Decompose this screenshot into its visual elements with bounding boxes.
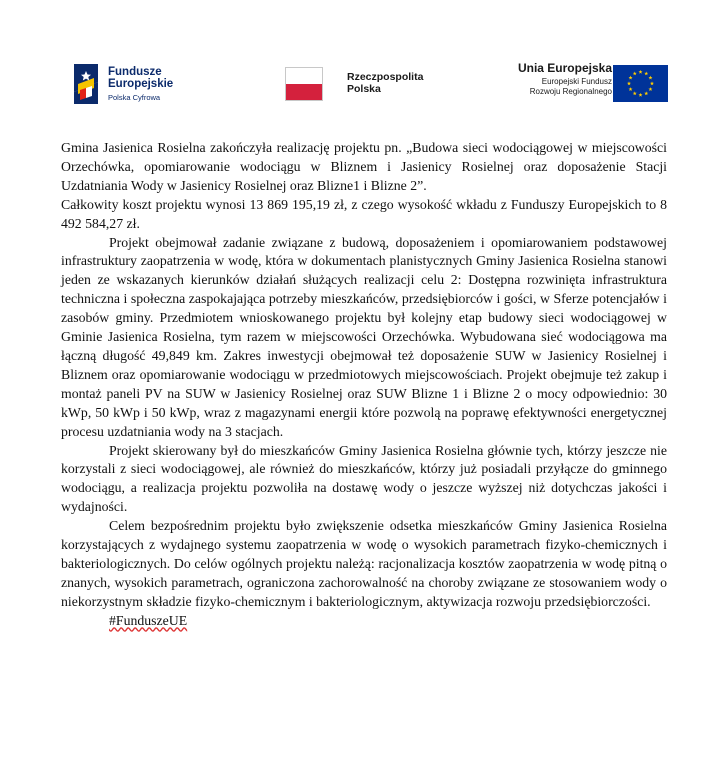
rzeczpospolita-polska-logo — [285, 67, 445, 103]
logo-bar — [0, 0, 719, 120]
fe-line-2: Europejskie — [108, 78, 174, 90]
project-cost-paragraph: Całkowity koszt projektu wynosi 13 869 195,19 zł, z czego wysokość wkładu z Funduszy Europejskich to 8 492 584,27 zł. — [61, 196, 667, 231]
eu-flag-icon — [613, 65, 668, 102]
unia-europejska-logo — [497, 62, 672, 106]
project-audience-paragraph: Projekt skierowany był do mieszkańców Gminy Jasienica Rosielna głównie tych, którzy jeszcze nie korzystali z sieci wodociągowej, ale również do mieszkańców, którzy już posiadali przyłącze do gminnego wodociągu, a realizacja projektu pozwoliła na dostawę wody o jeszcze wyższej niż dotychczas jakości i wydajności. — [61, 442, 667, 515]
ue-line-1: Unia Europejska — [517, 61, 612, 75]
unia-europejska-wordmark — [518, 62, 612, 97]
rp-line-2: Polska — [347, 83, 381, 95]
project-goals-paragraph: Celem bezpośrednim projektu było zwiększenie odsetka mieszkańców Gminy Jasienica Rosielna korzystających z wydajnego systemu zaopatrzenia w wodę o wysokich parametrach fizyko-chemicznych i bakteriologicznych. Do celów ogólnych projektu należą: racjonalizacja kosztów zaopatrzenia w wodę pitną o znanych, wysokich parametrach, ograniczona zachorowalność na choroby związane ze stosowaniem wody o niekorzystnym składzie fizyko-chemicznym i bakteriologicznym, aktywizacja rozwoju przedsiębiorczości. — [61, 518, 667, 609]
ue-line-3: Rozwoju Regionalnego — [529, 87, 612, 96]
rp-line-1: Rzeczpospolita — [347, 71, 424, 83]
fundusze-europejskie-mark-icon — [72, 62, 100, 106]
hashtag-link[interactable]: #FunduszeUE — [109, 612, 188, 628]
project-title-paragraph: Gmina Jasienica Rosielna zakończyła realizację projektu pn. „Budowa sieci wodociągowej w miejscowości Orzechówka, opomiarowanie wodociągu w Bliznem i Jasienicy Rosielnej oraz doposażenie Stacji Uzdatniania Wody w Jasienicy Rosielnej oraz Blizne1 i Blizne 2”. — [61, 140, 667, 193]
article-body — [61, 139, 667, 631]
project-scope-paragraph: Projekt obejmował zadanie związane z budową, doposażeniem i opomiarowaniem podstawowej infrastruktury zaopatrzenia w wodę, która w dokumentach planistycznych Gminy Jasienica Rosielna stanowi jeden ze wskazanych kierunków działań służących realizacji celu 2: Dostępna rozwinięta infrastruktura techniczna i społeczna zaspokajająca potrzeby mieszkańców, przedsiębiorców i gości, w Sferze potencjałów i zasobów gminy. Przedmiotem wnioskowanego projektu był kolejny etap budowy sieci wodociągowej w Gminie Jasienica Rosielna, tym razem w miejscowości Orzechówka. Wybudowana sieć wodociągowa ma łączną długość 49,849 km. Zakres inwestycji obejmował też doposażenie SUW w Jasienicy Rosielnej i Bliznem oraz opomiarowanie wodociągu w przedmiotowych miejscowościach. Projekt obejmuje też zakup i montaż paneli PV na SUW w Jasienicy Rosielnej oraz SUW Blizne 1 i Blizne 2 o mocy odpowiednio: 30 kWp, 50 kWp i 50 kWp, wraz z magazynami energii które pozwolą na poprawę efektywności energetycznej procesu uzdatniania wody na 3 stacjach. — [61, 234, 667, 439]
fe-line-3: Polska Cyfrowa — [108, 93, 161, 102]
poland-flag-icon — [285, 67, 323, 101]
fundusze-europejskie-logo — [72, 62, 252, 108]
rzeczpospolita-polska-wordmark — [347, 71, 423, 95]
fe-line-1: Fundusze — [108, 66, 162, 78]
ue-line-2: Europejski Fundusz — [541, 77, 612, 86]
fundusze-europejskie-wordmark — [108, 66, 173, 102]
